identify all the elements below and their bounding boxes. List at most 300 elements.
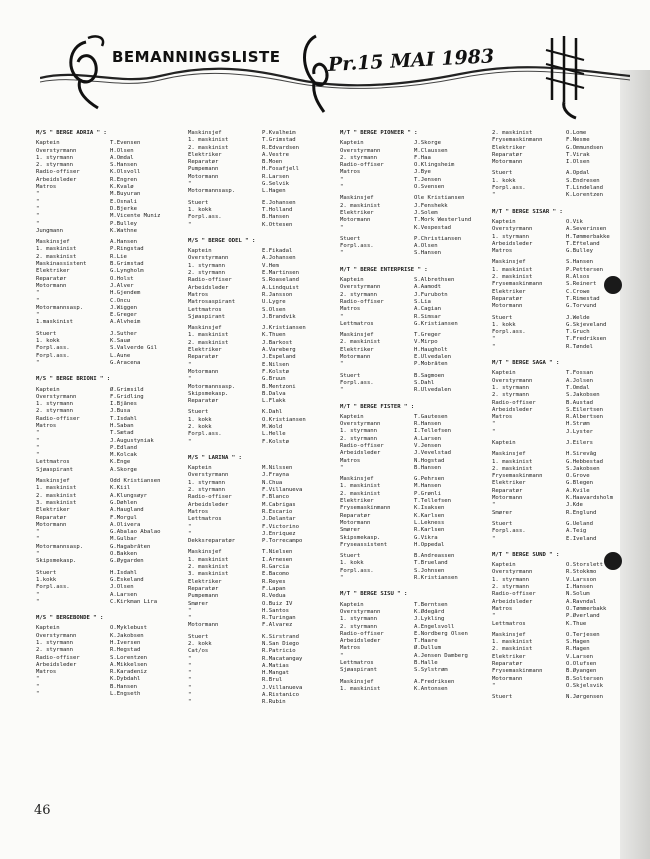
crew-role: " <box>492 343 496 350</box>
crew-role: Stuert <box>340 372 361 379</box>
crew-row <box>188 586 334 593</box>
crew-role: " <box>188 692 192 699</box>
crew-role: Stuert <box>492 314 513 321</box>
crew-row <box>340 306 486 313</box>
crew-role: Overstyrmann <box>492 226 533 233</box>
crew-role: Motormann <box>340 354 371 361</box>
crew-row <box>492 639 638 646</box>
crew-row <box>340 332 486 339</box>
crew-row <box>188 207 334 214</box>
crew-row <box>188 248 334 255</box>
crew-row <box>340 339 486 346</box>
crew-name: A.Skorge <box>110 466 137 473</box>
crew-role: 2. maskinist <box>340 490 381 497</box>
crew-name: G.Lyngholm <box>110 268 144 275</box>
crew-row <box>36 522 182 529</box>
crew-row <box>188 516 334 523</box>
ship-section <box>36 130 182 367</box>
crew-name: G.Eskeland <box>110 576 144 583</box>
crew-role: Stuert <box>188 409 209 416</box>
crew-role: 2. maskinist <box>188 339 229 346</box>
crew-role: Reparatør <box>36 514 67 521</box>
crew-role: Motormannsasp. <box>36 304 84 311</box>
crew-name: R.Larsen <box>262 173 289 180</box>
crew-name: H.Fosafjell <box>262 166 300 173</box>
crew-role: 2. maskinist <box>492 130 533 136</box>
crew-role: Motormann <box>492 675 523 682</box>
crew-role: Cat/os <box>188 648 209 655</box>
crew-name: B.Hansen <box>414 464 441 471</box>
crew-role: 1. maskinist <box>188 137 229 144</box>
crew-role: " <box>188 361 192 368</box>
crew-name: S.Hansen <box>566 259 593 266</box>
crew-role: 2. kokk <box>188 423 212 430</box>
crew-role: Maskinsjef <box>36 478 70 485</box>
crew-role: Maskinsjef <box>492 631 526 638</box>
crew-row <box>492 248 638 255</box>
crew-name: T.Virak <box>566 151 590 158</box>
crew-row <box>36 485 182 492</box>
crew-name: R.Albertsen <box>566 414 604 421</box>
crew-row <box>36 655 182 662</box>
crew-role: " <box>340 250 344 257</box>
crew-role: " <box>188 376 192 383</box>
crew-role: Elektriker <box>36 268 70 275</box>
crew-name: F.Gridling <box>110 393 144 400</box>
crew-row <box>340 277 486 284</box>
crew-role: Lettmatros <box>188 516 222 523</box>
crew-role: " <box>36 430 40 437</box>
crew-name: A.Alvheim <box>110 319 141 326</box>
crew-name: K.Thue <box>566 620 587 627</box>
crew-name: R.Escario <box>262 508 293 515</box>
crew-role: Reparatør <box>340 512 371 519</box>
crew-role: Maskinsjef <box>340 476 374 483</box>
crew-row <box>188 166 334 173</box>
crew-row <box>188 502 334 509</box>
crew-role: Kaptein <box>36 625 60 632</box>
crew-role: 1. kokk <box>36 338 60 345</box>
crew-row <box>36 570 182 577</box>
crew-name: K.Ødegård <box>414 608 445 615</box>
crew-row <box>492 385 638 392</box>
crew-name: G.Ommundsen <box>566 144 604 151</box>
crew-row <box>492 170 638 177</box>
crew-name: A.Ravndal <box>566 598 597 605</box>
crew-row <box>188 174 334 181</box>
crew-role: 1. maskinist <box>492 458 533 465</box>
crew-name: L.Engseth <box>110 691 141 698</box>
crew-role: " <box>340 184 344 191</box>
crew-name: T.Brueland <box>414 560 448 567</box>
crew-role: " <box>188 530 192 537</box>
crew-row <box>492 646 638 653</box>
crew-name: K.Thuen <box>262 332 286 339</box>
crew-row <box>492 322 638 329</box>
crew-name: A.Olsen <box>414 243 438 250</box>
crew-name: J.Lyster <box>566 428 593 435</box>
crew-name: J.Lykling <box>414 616 445 623</box>
crew-row <box>340 535 486 542</box>
crew-role: Matros <box>340 457 361 464</box>
crew-role: Skipsmekasp. <box>340 534 381 541</box>
crew-role: Radio-offiser <box>340 162 384 169</box>
crew-role: Lettmatros <box>188 306 222 313</box>
crew-name: T.Rimestad <box>566 295 600 302</box>
crew-name: K.Karlsen <box>414 512 445 519</box>
crew-role: Stuert <box>36 330 57 337</box>
crew-role: Kaptein <box>340 413 364 420</box>
crew-name: R.Reyes <box>262 578 286 585</box>
crew-name: A.Teig <box>566 528 587 535</box>
crew-name: K.Dybdahl <box>110 676 141 683</box>
crew-row <box>340 148 486 155</box>
crew-name: B.Sagmoen <box>414 372 445 379</box>
crew-name: K.Lorentzen <box>566 192 604 199</box>
crew-name: E.Greger <box>110 312 137 319</box>
crew-row <box>340 491 486 498</box>
crew-name: T.Grimstad <box>262 137 296 144</box>
crew-role: Arbeidsleder <box>188 501 229 508</box>
ship-section <box>36 376 182 606</box>
crew-role: Maskinsjef <box>36 239 70 246</box>
crew-role: 1. styrmann <box>492 233 530 240</box>
crew-role: " <box>188 523 192 530</box>
crew-name: H.Tømmerbakke <box>566 233 610 240</box>
ship-section <box>492 552 638 702</box>
crew-name: L.Flakk <box>262 398 286 405</box>
crew-name: A.Olivera <box>110 521 141 528</box>
crew-name: G.Selvik <box>262 181 289 188</box>
crew-role: Elektriker <box>340 498 374 505</box>
crew-row <box>36 467 182 474</box>
crew-row <box>492 329 638 336</box>
crew-row <box>188 656 334 663</box>
crew-role: Forpl.ass. <box>492 528 526 535</box>
crew-role: 2. styrmann <box>188 487 226 494</box>
crew-row <box>340 443 486 450</box>
crew-row <box>36 283 182 290</box>
crew-row <box>492 392 638 399</box>
crew-row <box>492 480 638 487</box>
crew-row <box>36 199 182 206</box>
crew-row <box>36 169 182 176</box>
crew-row <box>492 591 638 598</box>
crew-name: S.Dahl <box>414 379 435 386</box>
crew-row <box>36 438 182 445</box>
crew-row <box>492 683 638 690</box>
crew-row <box>492 495 638 502</box>
crew-name: T.Fossan <box>566 370 593 377</box>
crew-role: 2. maskinist <box>188 144 229 151</box>
crew-row <box>340 177 486 184</box>
crew-role: Pumpemann <box>188 593 219 600</box>
crew-role: " <box>188 438 192 445</box>
crew-role: 2. maskinist <box>492 465 533 472</box>
crew-name: K.Vespestad <box>414 224 452 231</box>
crew-name: K.Antonsen <box>414 685 448 692</box>
crew-role: Overstyrmann <box>340 284 381 291</box>
crew-row <box>492 668 638 675</box>
crew-name: R.Alsos <box>566 274 590 281</box>
crew-name: P.Christiansen <box>414 235 462 242</box>
crew-row <box>36 430 182 437</box>
crew-row <box>188 648 334 655</box>
crew-row <box>340 354 486 361</box>
crew-name: F.Nesme <box>566 137 590 144</box>
crew-name: F.Victorino <box>262 523 300 530</box>
crew-role: Kaptein <box>340 601 364 608</box>
crew-row <box>492 344 638 351</box>
crew-role: Lettmatros <box>36 459 70 466</box>
crew-name: O.Klingsheim <box>414 162 455 169</box>
crew-name: E.Osnali <box>110 198 137 205</box>
crew-row <box>36 662 182 669</box>
crew-row <box>340 450 486 457</box>
crew-name: J.Brandvik <box>262 313 296 320</box>
crew-name: A.Mikkelsen <box>110 661 148 668</box>
crew-row <box>340 513 486 520</box>
crew-name: A.Larsen <box>110 591 137 598</box>
crew-role: 2. maskinist <box>340 339 381 346</box>
crew-role: Matros <box>36 184 57 191</box>
crew-role: Radio-offiser <box>340 442 384 449</box>
crew-role: Arbeidsleder <box>340 450 381 457</box>
crew-name: R.Jansson <box>262 291 293 298</box>
crew-role: Radio-offiser <box>492 591 536 598</box>
crew-role: Elektriker <box>36 507 70 514</box>
crew-name: E.Bacomo <box>262 571 289 578</box>
crew-role: 2. maskinist <box>36 492 77 499</box>
crew-name: L.Aune <box>110 352 131 359</box>
crew-role: Sjøaspirant <box>36 466 74 473</box>
crew-row <box>492 488 638 495</box>
crew-row <box>188 480 334 487</box>
crew-role: 2. styrmann <box>340 435 378 442</box>
crew-row <box>492 336 638 343</box>
crew-row <box>36 452 182 459</box>
crew-name: P.Øverland <box>566 613 600 620</box>
crew-name: I.Arnesen <box>262 556 293 563</box>
crew-role: Radio-offiser <box>340 298 384 305</box>
crew-role: " <box>188 615 192 622</box>
crew-row <box>36 394 182 401</box>
crew-row <box>188 494 334 501</box>
crew-name: G.Hagabråten <box>110 543 151 550</box>
crew-row <box>188 579 334 586</box>
crew-name: E.Nilsen <box>262 361 289 368</box>
crew-role: " <box>188 684 192 691</box>
crew-name: R.Vedua <box>262 593 286 600</box>
crew-row <box>340 436 486 443</box>
crew-row <box>188 188 334 195</box>
crew-row <box>188 137 334 144</box>
crew-name: O.Vik <box>566 218 583 225</box>
crew-row <box>188 270 334 277</box>
page-number: 46 <box>34 803 51 818</box>
crew-role: 1. maskinist <box>188 556 229 563</box>
crew-row <box>36 213 182 220</box>
ship-section <box>340 267 486 395</box>
crew-name: E.Nordberg Olsen <box>414 630 468 637</box>
ship-title: M/T " BERGE SUND " : <box>492 551 560 558</box>
crew-row <box>188 685 334 692</box>
crew-role: Stuert <box>340 553 361 560</box>
crew-name: K.Ottesen <box>262 221 293 228</box>
crew-name: T.Jensen <box>414 176 441 183</box>
crew-name: M.Nilssen <box>262 465 293 472</box>
crew-role: " <box>36 591 40 598</box>
crew-row <box>36 298 182 305</box>
crew-name: O.Myklebust <box>110 625 148 632</box>
crew-row <box>188 347 334 354</box>
crew-role: Matros <box>492 248 513 255</box>
crew-name: M.Buyuran <box>110 191 141 198</box>
crew-row <box>492 569 638 576</box>
crew-role: Maskinsjef <box>340 678 374 685</box>
crew-row <box>340 476 486 483</box>
ship-title: M/S " BERGE BRIONI " : <box>36 376 111 383</box>
ship-section <box>492 130 638 200</box>
crew-row <box>36 691 182 698</box>
crew-role: " <box>492 421 496 428</box>
crew-row <box>36 599 182 606</box>
crew-row <box>188 398 334 405</box>
crew-row <box>340 553 486 560</box>
crew-row <box>36 416 182 423</box>
crew-name: T.Greger <box>414 332 441 339</box>
crew-role: Matros <box>36 422 57 429</box>
crew-name: R.Hansen <box>414 421 441 428</box>
crew-row <box>188 181 334 188</box>
crew-name: I.Bjånes <box>110 401 137 408</box>
crew-name: H.Santos <box>262 607 289 614</box>
crew-row <box>492 606 638 613</box>
ship-title: M/T " BERGE ENTERPRISE " : <box>340 266 428 273</box>
crew-role: Maskinsjef <box>340 195 374 202</box>
crew-role: Elektriker <box>188 578 222 585</box>
ship-title: M/S " BERGEBONDE " : <box>36 615 104 622</box>
crew-row <box>188 325 334 332</box>
crew-name: P.Edland <box>110 444 137 451</box>
crew-role: Kaptein <box>492 439 516 446</box>
crew-name: B.Øyangen <box>566 668 597 675</box>
crew-row <box>188 538 334 545</box>
crew-row <box>36 536 182 543</box>
crew-name: R.Edvardsen <box>262 144 300 151</box>
crew-row <box>340 299 486 306</box>
crew-name: G.Aracena <box>110 359 141 366</box>
crew-name: G.Hebbestad <box>566 458 604 465</box>
crew-row <box>492 451 638 458</box>
crew-column-3 <box>340 130 486 702</box>
crew-row <box>188 465 334 472</box>
crew-row <box>36 319 182 326</box>
crew-name: R.Englund <box>566 509 597 516</box>
crew-role: 3. maskinist <box>36 499 77 506</box>
crew-role: " <box>340 575 344 582</box>
crew-role: Elektriker <box>492 653 526 660</box>
crew-role: Maskinsjef <box>188 549 222 556</box>
crew-name: V.Larsen <box>566 653 593 660</box>
crew-row <box>188 439 334 446</box>
crew-name: H.Strøm <box>566 421 590 428</box>
crew-role: Stuert <box>36 569 57 576</box>
crew-role: Motormann <box>188 622 219 629</box>
crew-role: " <box>340 224 344 231</box>
crew-name: K.Olsvoll <box>110 169 141 176</box>
crew-name: A.Ristanico <box>262 692 300 699</box>
crew-row <box>188 285 334 292</box>
crew-row <box>492 502 638 509</box>
crew-name: J.Busa <box>110 408 131 415</box>
crew-role: Overstyrmann <box>492 569 533 576</box>
crew-name: T.Berntsen <box>414 601 448 608</box>
crew-row <box>188 314 334 321</box>
crew-role: " <box>188 699 192 706</box>
ship-section <box>340 130 486 258</box>
crew-name: R.Hegstad <box>110 647 141 654</box>
crew-role: Radio-offiser <box>188 494 232 501</box>
crew-role: " <box>188 662 192 669</box>
crew-row <box>188 593 334 600</box>
crew-role: " <box>492 336 496 343</box>
crew-name: R.Stokkmo <box>566 569 597 576</box>
crew-row <box>340 498 486 505</box>
crew-name: P.Bulley <box>110 220 137 227</box>
crew-row <box>188 214 334 221</box>
crew-name: K.Isaksen <box>414 505 445 512</box>
crew-row <box>340 653 486 660</box>
crew-role: Elektriker <box>340 209 374 216</box>
crew-name: S.Endresen <box>566 177 600 184</box>
crew-role: Elektriker <box>492 480 526 487</box>
crew-role: " <box>492 682 496 689</box>
crew-row <box>492 613 638 620</box>
crew-name: A.Jolsen <box>566 377 593 384</box>
crew-name: S.Olsen <box>262 306 286 313</box>
crew-row <box>492 159 638 166</box>
crew-row <box>340 575 486 582</box>
ship-title: M/T " BERGE PIONEER " : <box>340 130 418 136</box>
crew-role: Radio-offiser <box>188 277 232 284</box>
crew-name: B.Hansen <box>110 683 137 690</box>
crew-row <box>492 521 638 528</box>
crew-name: S.Albrethsen <box>414 277 455 284</box>
crew-role: Radio-offiser <box>492 399 536 406</box>
ship-title: M/S " BERGE ODEL " : <box>188 237 256 244</box>
crew-role: Stuert <box>492 170 513 177</box>
crew-name: N.San Diego <box>262 641 300 647</box>
crew-role: Skipsmekasp. <box>36 558 77 565</box>
crew-row <box>36 493 182 500</box>
crew-name: G.Pehrsen <box>414 476 445 483</box>
crew-role: Reparatør <box>492 661 523 667</box>
crew-row <box>188 222 334 229</box>
crew-row <box>492 510 638 517</box>
crew-role: Elektriker <box>188 347 222 354</box>
crew-row <box>340 414 486 421</box>
crew-row <box>188 159 334 166</box>
crew-row <box>188 670 334 677</box>
crew-name: H.Oppedal <box>414 541 445 548</box>
crew-role: Forpl.ass. <box>492 185 526 192</box>
crew-name: S.Valverde Gil <box>110 345 158 352</box>
crew-name: K.Wathne <box>110 227 137 234</box>
crew-role: 1.kokk <box>36 576 57 583</box>
crew-name: P.Mobråten <box>414 361 448 368</box>
crew-name: A.Vestre <box>262 151 289 158</box>
